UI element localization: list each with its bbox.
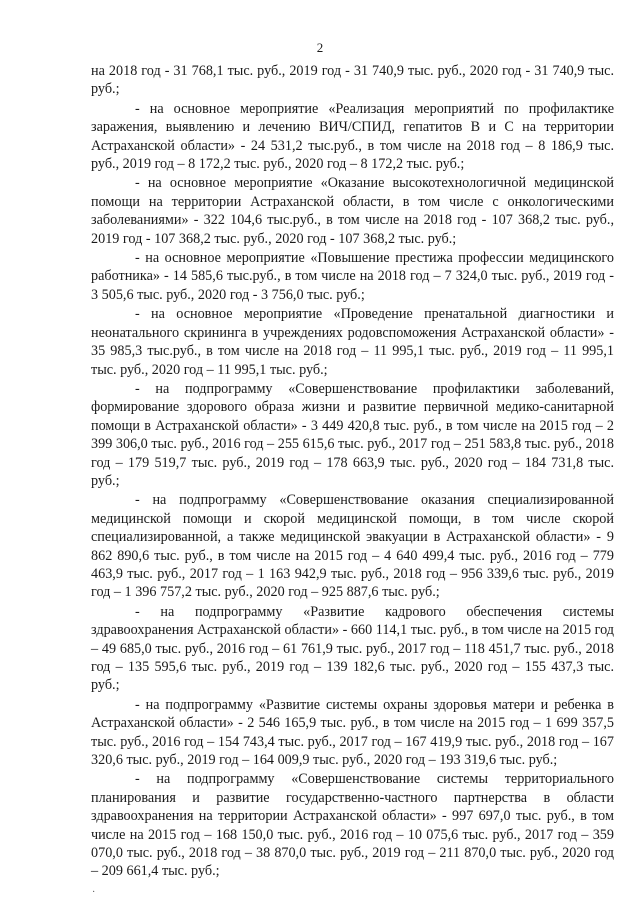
paragraph-territorial-planning: - на подпрограмму «Совершенствование системы территориального планирования и развитие государственно-частного партнерства в области здравоохранения на территории Астраханской области» - 997 697,0 тыс. руб., в том числе на 2015 год – 168 150,0 тыс. руб., 2016 год – 10 075,6 тыс. руб., 2017 год – 359 070,0 тыс. руб., 2018 год – 38 870,0 тыс. руб., 2019 год – 211 870,0 тыс. руб., 2020 год – 209 661,4 тыс. руб.; bbox=[91, 771, 614, 880]
paragraph-prenatal-diagnostics: - на основное мероприятие «Проведение пренатальной диагностики и неонатального скрининга в учреждениях родовспоможения Астраханской области» - 35 985,3 тыс.руб., в том числе на 2018 год – 11 995,1 тыс. руб., 2019 год – 11 995,1 тыс. руб., 2020 год – 11 995,1 тыс. руб.; bbox=[91, 306, 614, 378]
page-number: 2 bbox=[316, 40, 324, 55]
paragraph-medical-prestige: - на основное мероприятие «Повышение престижа профессии медицинского работника» - 14 585,6 тыс.руб., в том числе на 2018 год – 7 324,0 тыс. руб., 2019 год - 3 505,6 тыс. руб., 2020 год - 3 756,0 тыс. руб.; bbox=[91, 250, 614, 303]
paragraph-staffing: - на подпрограмму «Развитие кадрового обеспечения системы здравоохранения Астраханской области» - 660 114,1 тыс. руб., в том числе на 2015 год – 49 685,0 тыс. руб., 2016 год – 61 761,9 тыс. руб., 2017 год – 118 451,7 тыс. руб., 2018 год – 135 595,6 тыс. руб., 2019 год – 139 182,6 тыс. руб., 2020 год – 155 437,3 тыс. руб.; bbox=[91, 603, 614, 694]
paragraph-maternal-child-health: - на подпрограмму «Развитие системы охраны здоровья матери и ребенка в Астраханской области» - 2 546 165,9 тыс. руб., в том числе на 2015 год – 1 699 357,5 тыс. руб., 2016 год – 154 743,4 тыс. руб., 2017 год – 167 419,9 тыс. руб., 2018 год – 167 320,6 тыс. руб., 2019 год – 164 009,9 тыс. руб., 2020 год – 193 319,6 тыс. руб.; bbox=[91, 696, 614, 769]
paragraph-hiv-prevention: - на основное мероприятие «Реализация мероприятий по профилактике заражения, выявлению и лечению ВИЧ/СПИД, гепатитов В и С на территории Астраханской области» - 24 531,2 тыс.руб., в том числе на 2018 год – 8 186,9 тыс. руб., 2019 год – 8 172,2 тыс. руб., 2020 год – 8 172,2 тыс. руб.; bbox=[91, 100, 614, 173]
paragraph-continuation: на 2018 год - 31 768,1 тыс. руб., 2019 год - 31 740,9 тыс. руб., 2020 год - 31 740,9 тыс. руб.; bbox=[91, 63, 614, 98]
paragraph-high-tech-care: - на основное мероприятие «Оказание высокотехнологичной медицинской помощи на территории Астраханской области, в том числе с онкологическими заболеваниями» - 322 104,6 тыс.руб., в том числе на 2018 год - 107 368,2 тыс. руб., 2019 год - 107 368,2 тыс. руб., 2020 год - 107 368,2 тыс. руб.; bbox=[91, 175, 614, 247]
paragraph-specialized-care: - на подпрограмму «Совершенствование оказания специализированной медицинской помощи и скорой медицинской помощи, в том числе скорой специализированной, а также медицинской эвакуации в Астраханской области» - 9 862 890,6 тыс. руб., в том числе на 2015 год – 4 640 499,4 тыс. руб., 2016 год – 779 463,9 тыс. руб., 2017 год – 1 163 942,9 тыс. руб., 2018 год – 956 339,6 тыс. руб., 2019 год – 1 396 757,2 тыс. руб., 2020 год – 925 887,6 тыс. руб.; bbox=[91, 492, 614, 601]
document-body bbox=[91, 62, 614, 881]
scan-mark: · bbox=[92, 887, 96, 898]
paragraph-disease-prevention: - на подпрограмму «Совершенствование профилактики заболеваний, формирование здорового образа жизни и развитие первичной медико-санитарной помощи в Астраханской области» - 3 449 420,8 тыс. руб., в том числе на 2015 год – 2 399 306,0 тыс. руб., 2016 год – 255 615,6 тыс. руб., 2017 год – 251 583,8 тыс. руб., 2018 год – 179 519,7 тыс. руб., 2019 год – 178 663,9 тыс. руб., 2020 год – 184 731,8 тыс. руб.; bbox=[91, 380, 614, 489]
